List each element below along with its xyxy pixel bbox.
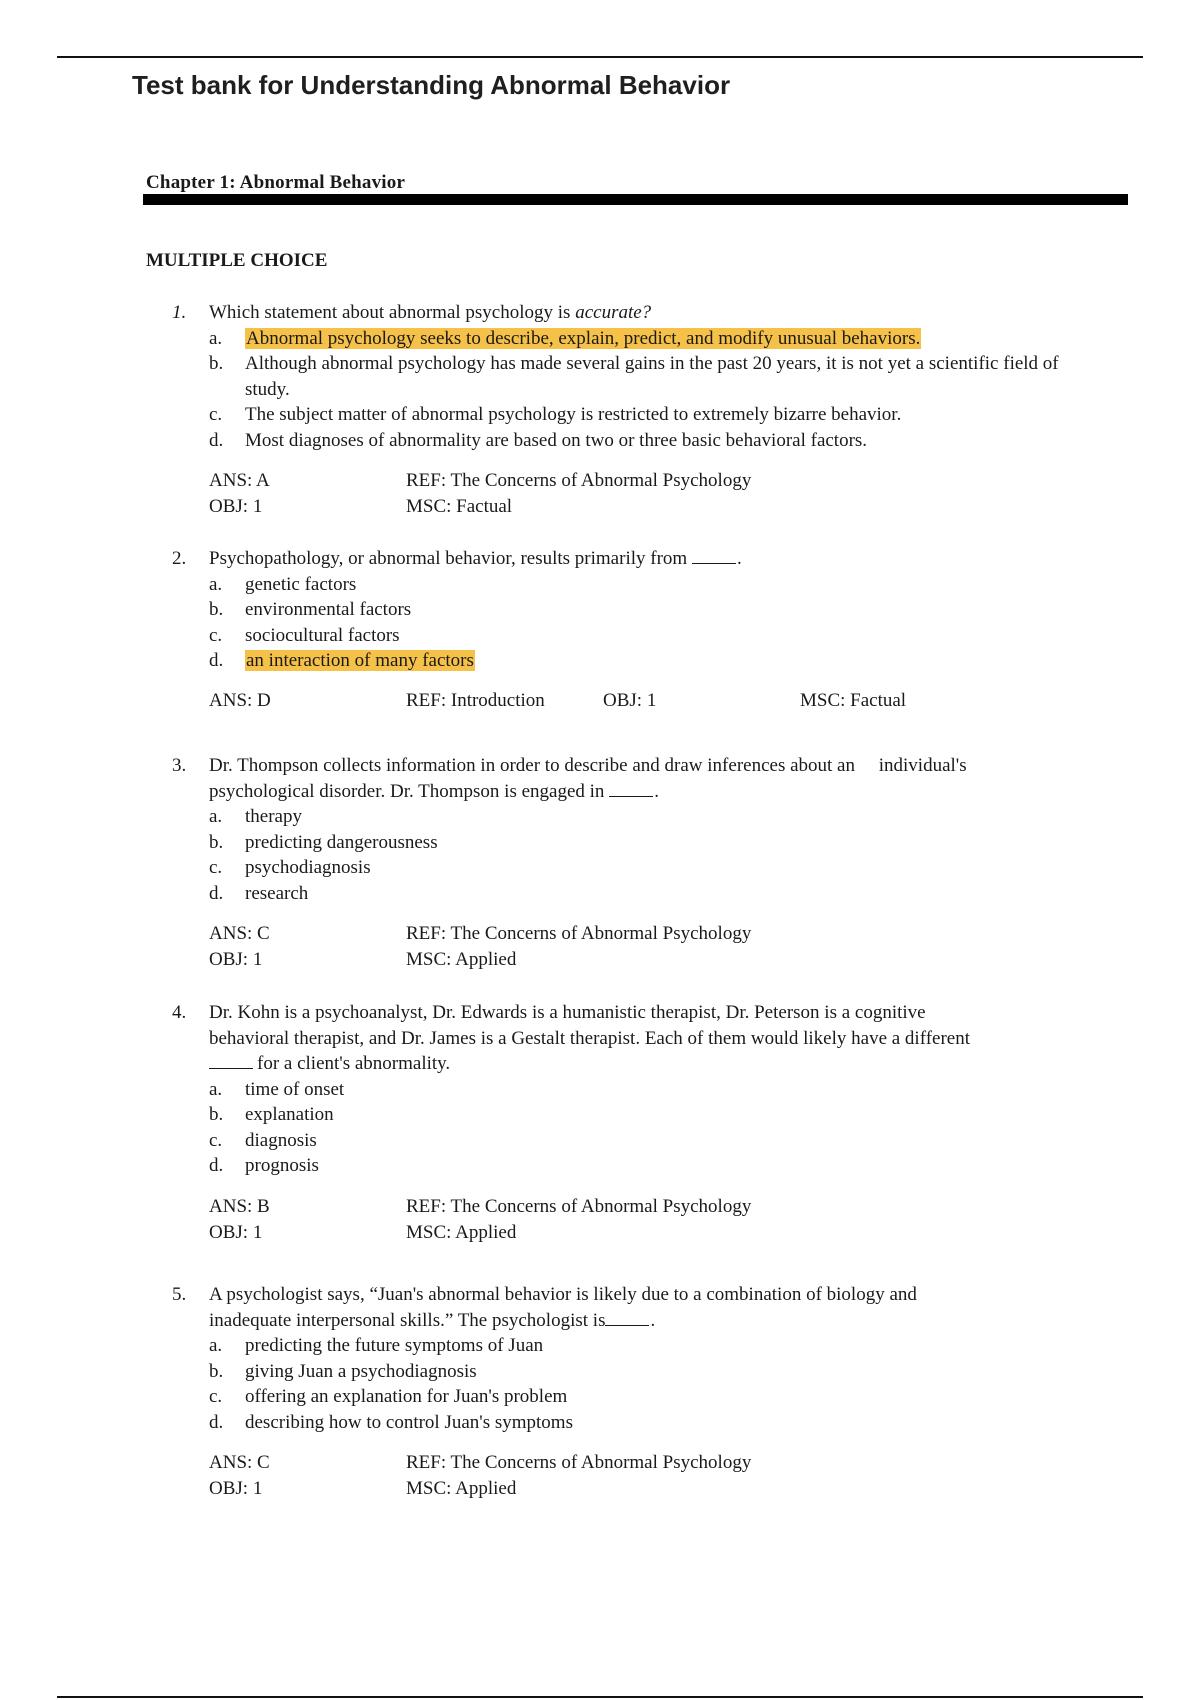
objective: OBJ: 1 [209, 948, 263, 970]
objective: OBJ: 1 [209, 495, 263, 517]
answer-metadata [209, 1450, 1109, 1501]
question-stem: A psychologist says, “Juan's abnormal behavior is likely due to a combination of biology and inadequate interpersonal skills.” The psychologist is . [209, 1284, 917, 1331]
answer-key: ANS: D [209, 690, 271, 711]
reference: REF: The Concerns of Abnormal Psychology [406, 1196, 752, 1217]
question-number: 5. [172, 1284, 187, 1305]
question-stem: Dr. Kohn is a psychoanalyst, Dr. Edwards is a humanistic therapist, Dr. Peterson is a cognitive behavioral therapist, and Dr. James is a Gestalt therapist. Each of them would likely have a different for a client's abnormality. [209, 1002, 970, 1074]
question-stem: Dr. Thompson collects information in order to describe and draw inferences about an individual's psychological disorder. Dr. Thompson is engaged in . [209, 755, 967, 802]
misc-type: MSC: Applied [406, 1221, 517, 1243]
answer-metadata [209, 468, 1109, 519]
chapter-heading: Chapter 1: Abnormal Behavior [146, 172, 406, 193]
objective: OBJ: 1 [603, 690, 657, 711]
misc-type: MSC: Factual [800, 690, 907, 711]
misc-type: MSC: Applied [406, 1477, 517, 1499]
misc-type: MSC: Applied [406, 948, 517, 970]
fill-blank [209, 1052, 253, 1069]
objective: OBJ: 1 [209, 1221, 263, 1243]
highlighted-answer: Abnormal psychology seeks to describe, explain, predict, and modify unusual behaviors. [246, 327, 921, 349]
fill-blank [605, 1309, 649, 1326]
answer-key: ANS: A [209, 470, 270, 491]
reference: REF: The Concerns of Abnormal Psychology [406, 1452, 752, 1473]
reference: REF: Introduction [406, 690, 545, 711]
answer-metadata [209, 688, 1109, 714]
top-rule [57, 56, 1143, 58]
chapter-bar [143, 194, 1128, 205]
misc-type: MSC: Factual [406, 495, 513, 517]
question-stem: Psychopathology, or abnormal behavior, results primarily from . [209, 548, 742, 569]
reference: REF: The Concerns of Abnormal Psychology [406, 470, 752, 491]
section-heading: MULTIPLE CHOICE [146, 250, 328, 271]
answer-key: ANS: B [209, 1196, 270, 1217]
fill-blank [609, 780, 653, 797]
bottom-rule [57, 1696, 1143, 1698]
reference: REF: The Concerns of Abnormal Psychology [406, 923, 752, 944]
question-number: 2. [172, 548, 187, 569]
question-number: 4. [172, 1002, 187, 1023]
question-number: 3. [172, 755, 187, 776]
document-title: Test bank for Understanding Abnormal Behavior [132, 70, 731, 100]
answer-key: ANS: C [209, 923, 270, 944]
highlighted-answer: an interaction of many factors [246, 650, 474, 671]
answer-key: ANS: C [209, 1452, 270, 1473]
answer-metadata [209, 921, 1109, 972]
answer-metadata [209, 1194, 1109, 1245]
question-number: 1. [172, 302, 187, 323]
objective: OBJ: 1 [209, 1477, 263, 1499]
question-stem: Which statement about abnormal psychology is accurate? [209, 302, 652, 323]
fill-blank [692, 547, 736, 564]
